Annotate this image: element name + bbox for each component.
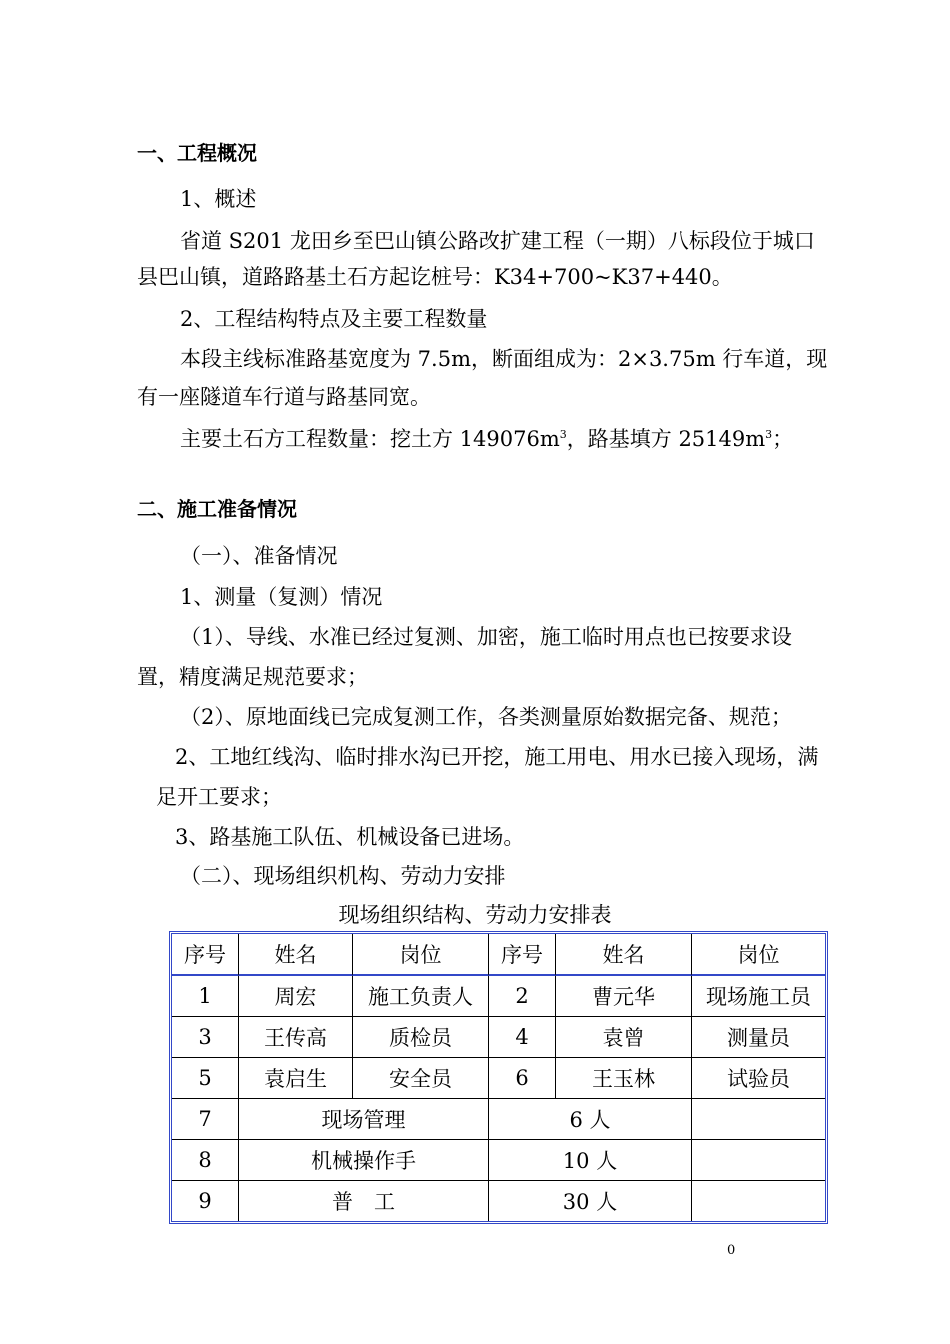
table-cell bbox=[692, 1181, 825, 1221]
table-cell: 7 bbox=[172, 1099, 239, 1140]
subheading-organization: （二）、现场组织机构、劳动力安排 bbox=[180, 864, 506, 888]
table-cell: 王玉林 bbox=[556, 1058, 692, 1099]
quantity-excavation: 主要土石方工程数量：挖土方 149076m bbox=[180, 427, 560, 451]
punctuation: ； bbox=[772, 427, 794, 451]
table-cell: 9 bbox=[172, 1181, 239, 1221]
table-cell: 6 bbox=[489, 1058, 556, 1099]
table-cell: 曹元华 bbox=[556, 976, 692, 1017]
table-cell: 4 bbox=[489, 1017, 556, 1058]
subheading-summary: 1、概述 bbox=[180, 187, 257, 211]
earthwork-quantities bbox=[180, 426, 793, 452]
paragraph-line: 县巴山镇，道路路基土石方起讫桩号：K34+700~K37+440。 bbox=[137, 265, 733, 289]
table-cell: 测量员 bbox=[692, 1017, 825, 1058]
paragraph-line: 足开工要求； bbox=[156, 785, 282, 809]
paragraph-line: 置，精度满足规范要求； bbox=[137, 665, 368, 689]
table-cell: 5 bbox=[172, 1058, 239, 1099]
paragraph-line: （1）、导线、水准已经过复测、加密，施工临时用点也已按要求设 bbox=[180, 625, 792, 649]
paragraph-line: 3、路基施工队伍、机械设备已进场。 bbox=[175, 825, 525, 849]
section-heading-overview: 一、工程概况 bbox=[137, 141, 257, 165]
page-number: 0 bbox=[727, 1243, 736, 1258]
paragraph-line: 本段主线标准路基宽度为 7.5m，断面组成为：2×3.75m 行车道，现 bbox=[180, 347, 828, 371]
labor-role-cell: 普 工 bbox=[239, 1181, 489, 1221]
labor-count-cell: 10 人 bbox=[489, 1140, 692, 1181]
table-row bbox=[172, 1017, 825, 1058]
paragraph-line: 2、工地红线沟、临时排水沟已开挖，施工用电、用水已接入现场，满 bbox=[175, 745, 819, 769]
labor-row bbox=[172, 1181, 825, 1221]
superscript: 3 bbox=[559, 428, 567, 441]
table-cell: 袁启生 bbox=[239, 1058, 353, 1099]
table-cell: 周宏 bbox=[239, 976, 353, 1017]
labor-row bbox=[172, 1140, 825, 1181]
subheading-prep-status: （一）、准备情况 bbox=[180, 544, 338, 568]
header-cell: 姓名 bbox=[556, 934, 692, 976]
table-cell: 现场施工员 bbox=[692, 976, 825, 1017]
header-cell: 岗位 bbox=[692, 934, 825, 976]
table-cell bbox=[692, 1099, 825, 1140]
table-cell: 质检员 bbox=[353, 1017, 489, 1058]
superscript: 3 bbox=[765, 428, 773, 441]
table-row bbox=[172, 976, 825, 1017]
table-header-row bbox=[172, 934, 825, 976]
labor-count-cell: 30 人 bbox=[489, 1181, 692, 1221]
table-cell: 8 bbox=[172, 1140, 239, 1181]
header-cell: 岗位 bbox=[353, 934, 489, 976]
table-row bbox=[172, 1058, 825, 1099]
paragraph-line: 有一座隧道车行道与路基同宽。 bbox=[137, 385, 431, 409]
table-cell: 施工负责人 bbox=[353, 976, 489, 1017]
labor-row bbox=[172, 1099, 825, 1140]
quantity-fill: ，路基填方 25149m bbox=[566, 427, 766, 451]
table-cell: 安全员 bbox=[353, 1058, 489, 1099]
subheading-structure: 2、工程结构特点及主要工程数量 bbox=[180, 307, 488, 331]
paragraph-line: （2）、原地面线已完成复测工作，各类测量原始数据完备、规范； bbox=[180, 705, 792, 729]
table-cell: 2 bbox=[489, 976, 556, 1017]
paragraph-line: 省道 S201 龙田乡至巴山镇公路改扩建工程（一期）八标段位于城口 bbox=[180, 229, 815, 253]
section-heading-preparation: 二、施工准备情况 bbox=[137, 497, 297, 521]
labor-count-cell: 6 人 bbox=[489, 1099, 692, 1140]
table-caption: 现场组织结构、劳动力安排表 bbox=[338, 903, 612, 927]
table-cell: 袁曾 bbox=[556, 1017, 692, 1058]
labor-role-cell: 机械操作手 bbox=[239, 1140, 489, 1181]
table-cell: 1 bbox=[172, 976, 239, 1017]
table-cell bbox=[692, 1140, 825, 1181]
table-cell: 试验员 bbox=[692, 1058, 825, 1099]
header-cell: 序号 bbox=[489, 934, 556, 976]
staff-table bbox=[169, 931, 828, 1224]
header-cell: 序号 bbox=[172, 934, 239, 976]
header-cell: 姓名 bbox=[239, 934, 353, 976]
table-cell: 王传高 bbox=[239, 1017, 353, 1058]
labor-role-cell: 现场管理 bbox=[239, 1099, 489, 1140]
table-cell: 3 bbox=[172, 1017, 239, 1058]
subheading-survey: 1、测量（复测）情况 bbox=[180, 585, 383, 609]
